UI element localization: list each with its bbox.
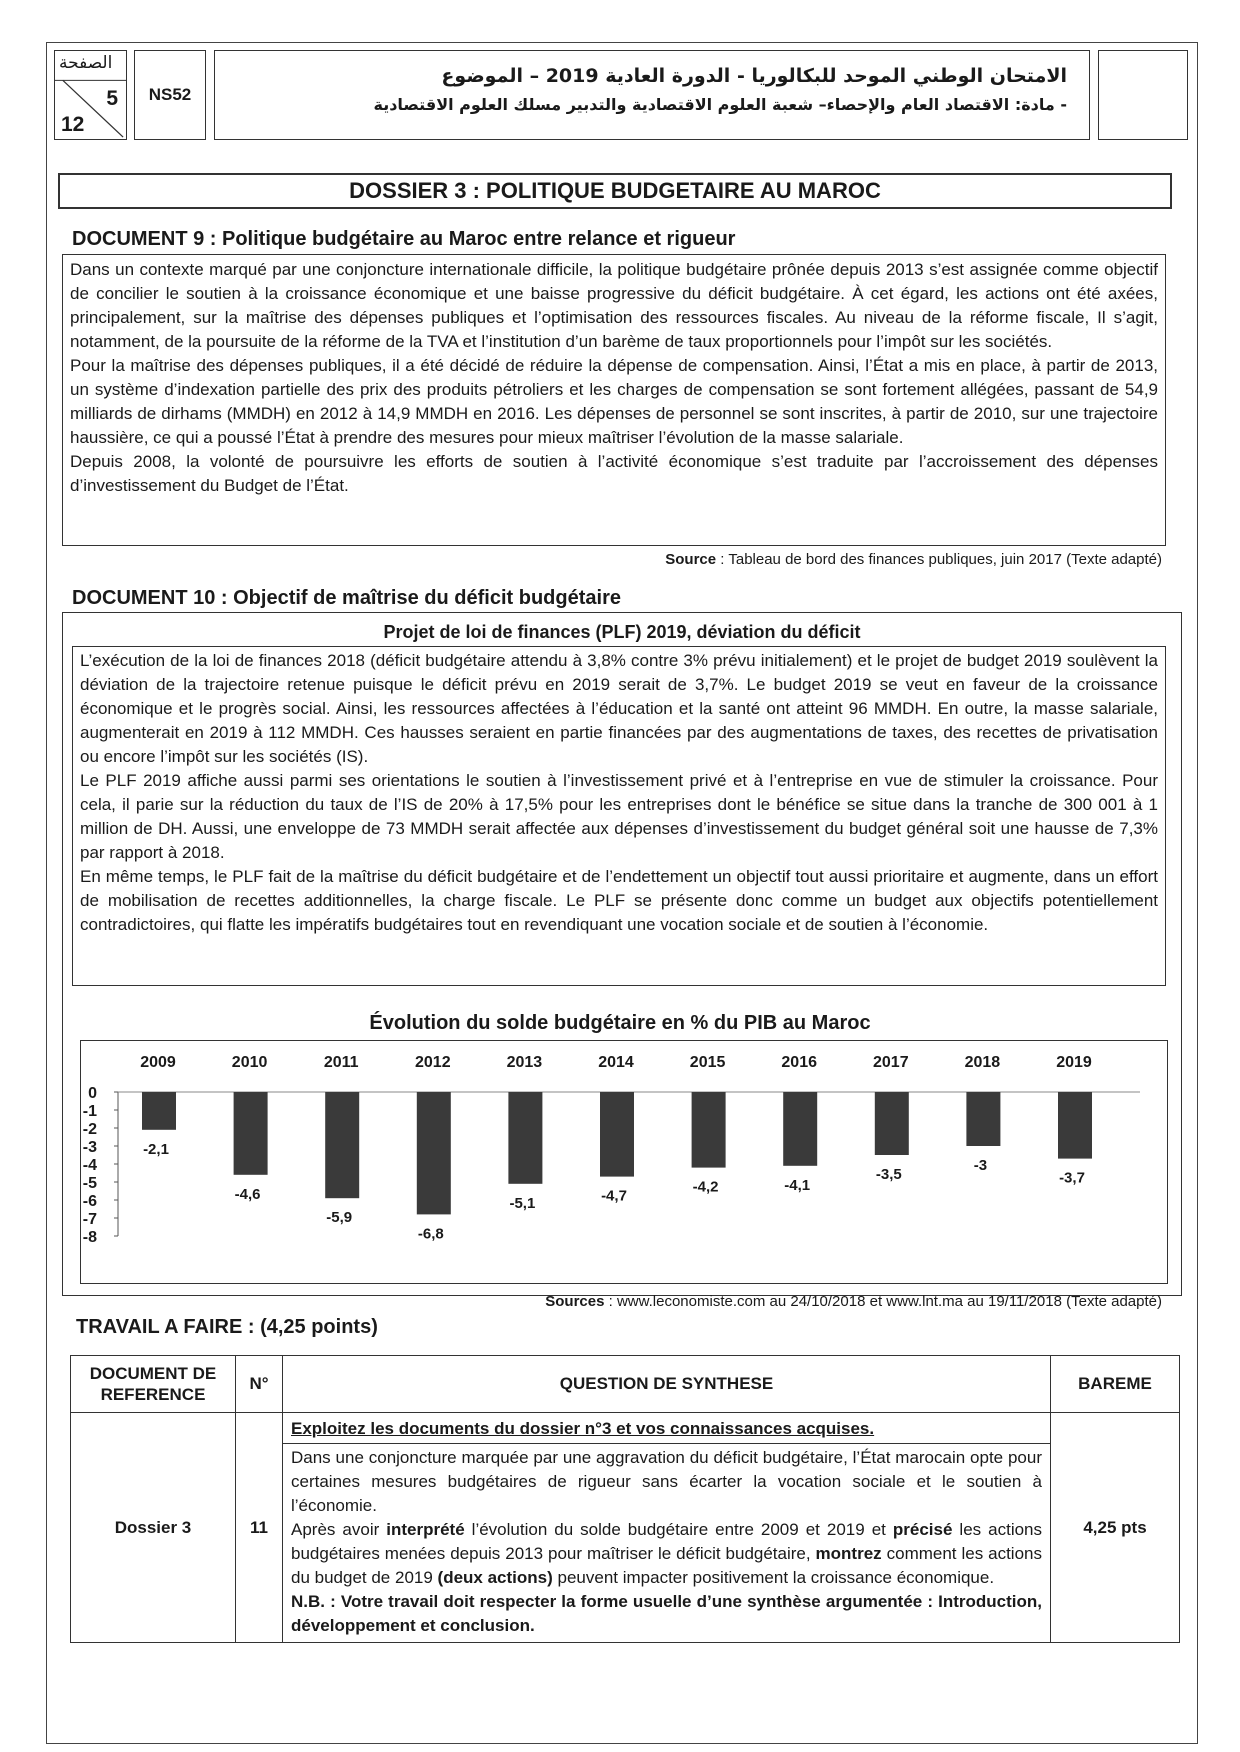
doc9-paragraph: Pour la maîtrise des dépenses publiques, il a été décidé de réduire la dépense de compensation. Ainsi, l’État a mis en place, à partir de 2013, un système d’indexation partielle des prix des produits pétroliers et les charges de compensation se sont fortement allégées, passant de 54,9 milliards de dirhams (MMDH) en 2012 à 14,9 MMDH en 2016. Les dépenses de personnel se sont inscrites, à partir de 2010, sur une trajectoire haussière, ce qui a poussé l’État à prendre des mesures pour mieux maîtriser l’évolution de la masse salariale. xyxy=(70,356,1158,447)
bar xyxy=(875,1092,909,1155)
bar xyxy=(600,1092,634,1177)
blank-header-box xyxy=(1098,50,1188,140)
doc10-subtitle: Projet de loi de finances (PLF) 2019, déviation du déficit xyxy=(383,622,861,642)
y-tick-label: -5 xyxy=(82,1175,97,1192)
doc10-paragraph: En même temps, le PLF fait de la maîtrise du déficit budgétaire et de l’endettement un objectif tout aussi prioritaire et augmente, dans un effort de mobilisation de recettes additionnelles, la charge fiscale. Le PLF se présente donc comme un budget aux objectifs potentiellement contradictoires, qui flatte les impératifs budgétaires tout en revendiquant une vocation sociale et de soutien à l’économie. xyxy=(80,867,1158,934)
doc10-sources-label: Sources xyxy=(545,1293,605,1310)
doc9-heading: DOCUMENT 9 : Politique budgétaire au Maroc entre relance et rigueur xyxy=(72,228,736,250)
col-header-number: N° xyxy=(236,1356,283,1413)
page-number: 5 xyxy=(106,87,118,110)
x-tick-label: 2015 xyxy=(689,1054,726,1071)
doc10-paragraph: Le PLF 2019 affiche aussi parmi ses orientations le soutien à l’investissement privé et à l’entreprise en vue de stimuler la croissance. Pour cela, il parie sur la réduction du taux de l’IS de 20% à 17,5% pour les entreprises dont le bénéfice se situe dans la tranche de 300 001 à 1 million de DH. Aussi, une enveloppe de 73 MMDH serait affectée aux dépenses d’investissement du budget général soit une hausse de 7,3% par rapport à 2018. xyxy=(80,771,1158,862)
doc9-source-label: Source xyxy=(665,551,717,568)
total-pages: 12 xyxy=(61,113,85,136)
data-label: -3,5 xyxy=(875,1166,902,1183)
question-paragraph: Dans une conjoncture marquée par une aggravation du déficit budgétaire, l’État marocain opte pour certaines mesures budgétaires de rigueur sans écarter la vocation sociale et le soutien à l’économie. xyxy=(291,1448,1042,1515)
y-tick-label: -8 xyxy=(82,1229,97,1246)
x-tick-label: 2017 xyxy=(873,1054,909,1071)
exam-title-box xyxy=(214,50,1090,140)
y-tick-label: -1 xyxy=(82,1103,97,1120)
x-tick-label: 2018 xyxy=(964,1054,1001,1071)
bar xyxy=(508,1092,542,1184)
data-label: -4,6 xyxy=(234,1185,261,1203)
x-tick-label: 2010 xyxy=(231,1054,268,1071)
exam-code: NS52 xyxy=(134,50,206,140)
doc10-sources-text: : www.leconomiste.com au 24/10/2018 et www.lnt.ma au 19/11/2018 (Texte adapté) xyxy=(604,1293,1162,1310)
task-table-row xyxy=(71,1413,1180,1643)
doc10-paragraph: L’exécution de la loi de finances 2018 (déficit budgétaire attendu à 3,8% contre 3% prévu initialement) et le projet de budget 2019 soulèvent la déviation de la trajectoire retenue puisque le déficit prévu en 2019 serait de 3,7%. Le budget 2019 se veut en faveur de la croissance économique et le progrès social. Ainsi, les ressources affectées à l’éducation et la santé ont atteint 96 MMDH. En outre, la masse salariale, augmenterait en 2019 à 112 MMDH. Ces hausses seraient en partie financées par des augmentations de taxes, des recettes de privatisation ou encore l’impôt sur les sociétés (IS). xyxy=(80,651,1158,766)
doc10-heading: DOCUMENT 10 : Objectif de maîtrise du déficit budgétaire xyxy=(72,587,621,609)
bar xyxy=(966,1092,1000,1146)
data-label: -4,7 xyxy=(601,1187,627,1205)
row-number: 11 xyxy=(236,1413,283,1643)
doc9-source xyxy=(665,551,1162,568)
x-tick-label: 2013 xyxy=(506,1054,543,1071)
x-tick-label: 2016 xyxy=(781,1054,817,1071)
x-tick-label: 2019 xyxy=(1056,1054,1092,1071)
page-label: الصفحة xyxy=(59,53,113,73)
q-keyword: (deux actions) xyxy=(437,1568,553,1587)
exam-title-line1: الامتحان الوطني الموحد للبكالوريا - الدورة العادية 2019 – الموضوع xyxy=(441,65,1067,87)
q-text: l’évolution du solde budgétaire entre 2009 et 2019 et xyxy=(464,1520,893,1539)
x-tick-label: 2009 xyxy=(140,1054,176,1071)
y-tick-label: 0 xyxy=(88,1085,97,1102)
task-title: TRAVAIL A FAIRE : (4,25 points) xyxy=(76,1316,378,1338)
question-nb: N.B. : Votre travail doit respecter la forme usuelle d’une synthèse argumentée : Introduction, développement et conclusion. xyxy=(291,1592,1042,1635)
q-keyword: montrez xyxy=(815,1544,882,1563)
chart-title: Évolution du solde budgétaire en % du PIB au Maroc xyxy=(369,1012,871,1034)
data-label: -5,1 xyxy=(509,1194,536,1212)
q-text: peuvent impacter positivement la croissance économique. xyxy=(552,1568,995,1587)
y-tick-label: -2 xyxy=(82,1121,97,1138)
bar xyxy=(417,1092,451,1214)
col-header-question: QUESTION DE SYNTHESE xyxy=(283,1356,1051,1413)
task-table-header-row xyxy=(71,1356,1180,1413)
task-table xyxy=(70,1355,1180,1643)
col-header-bareme: BAREME xyxy=(1051,1356,1180,1413)
question-instructions xyxy=(291,1518,1042,1590)
bar xyxy=(325,1092,359,1198)
bar xyxy=(692,1092,726,1168)
data-label: -4,1 xyxy=(784,1176,811,1194)
y-tick-label: -3 xyxy=(82,1139,97,1156)
exam-title-line2: - مادة: الاقتصاد العام والإحصاء– شعبة العلوم الاقتصادية والتدبير مسلك العلوم الاقتصادية xyxy=(373,95,1067,114)
x-tick-label: 2012 xyxy=(415,1054,451,1071)
y-tick-label: -6 xyxy=(82,1193,97,1210)
page-number-box xyxy=(54,50,127,140)
row-document: Dossier 3 xyxy=(71,1413,236,1643)
data-label: -4,2 xyxy=(692,1178,719,1196)
bar xyxy=(1058,1092,1092,1159)
bar xyxy=(783,1092,817,1166)
q-text: comment les actions du budget de 2019 xyxy=(291,1544,1042,1587)
bar xyxy=(234,1092,268,1175)
q-keyword: interprété xyxy=(386,1520,465,1539)
x-tick-label: 2014 xyxy=(598,1054,634,1071)
data-label: -5,9 xyxy=(326,1209,353,1227)
doc10-sources xyxy=(545,1293,1162,1310)
col-header-document: DOCUMENT DE REFERENCE xyxy=(71,1356,236,1413)
bar xyxy=(142,1092,176,1130)
question-intro: Exploitez les documents du dossier n°3 et vos connaissances acquises. xyxy=(291,1419,875,1438)
data-label: -6,8 xyxy=(417,1225,444,1243)
row-bareme: 4,25 pts xyxy=(1051,1413,1180,1643)
bar-chart xyxy=(80,1040,1168,1284)
x-tick-label: 2011 xyxy=(323,1054,359,1071)
question-cell xyxy=(283,1413,1051,1643)
doc9-textbox xyxy=(62,254,1166,546)
dossier-title: DOSSIER 3 : POLITIQUE BUDGETAIRE AU MAROC xyxy=(58,173,1172,209)
data-label: -3 xyxy=(973,1157,988,1174)
data-label: -2,1 xyxy=(143,1140,169,1158)
q-keyword: précisé xyxy=(892,1520,953,1539)
q-text: Après avoir xyxy=(291,1520,387,1539)
doc9-paragraph: Depuis 2008, la volonté de poursuivre les efforts de soutien à l’activité économique s’est traduite par l’accroissement des dépenses d’investissement du Budget de l’État. xyxy=(70,452,1158,495)
y-tick-label: -4 xyxy=(82,1157,97,1174)
data-label: -3,7 xyxy=(1059,1169,1085,1187)
doc9-source-text: : Tableau de bord des finances publiques, juin 2017 (Texte adapté) xyxy=(716,551,1162,568)
y-tick-label: -7 xyxy=(82,1211,97,1228)
q-text: les actions budgétaires menées depuis 2013 pour maîtriser le déficit budgétaire, xyxy=(291,1520,1043,1563)
doc10-textbox xyxy=(72,646,1166,986)
doc9-paragraph: Dans un contexte marqué par une conjoncture internationale difficile, la politique budgétaire prônée depuis 2013 s’est assignée comme objectif de concilier le soutien à la croissance économique et une baisse progressive du déficit budgétaire. À cet égard, les actions ont été axées, principalement, sur la maîtrise des dépenses publiques et l’optimisation des ressources fiscales. Au niveau de la réforme fiscale, Il s’agit, notamment, de la poursuite de la réforme de la TVA et l’institution d’un barème de taux proportionnels pour l’impôt sur les sociétés. xyxy=(70,260,1158,351)
